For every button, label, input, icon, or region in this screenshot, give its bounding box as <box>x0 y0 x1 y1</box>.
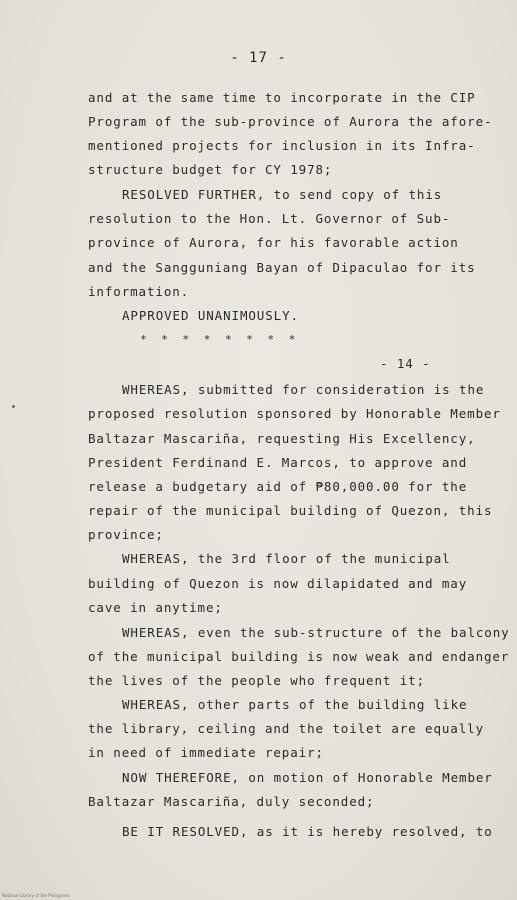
approval-line: APPROVED UNANIMOUSLY. <box>122 308 299 323</box>
text-line: BE IT RESOLVED, as it is hereby resolved, to <box>122 824 493 839</box>
text-line: Program of the sub-province of Aurora the afore- <box>88 114 493 129</box>
text-line: cave in anytime; <box>88 600 223 615</box>
text-line: WHEREAS, even the sub-structure of the balcony <box>122 625 510 640</box>
text-line: NOW THEREFORE, on motion of Honorable Member <box>122 770 493 785</box>
page-number: - 17 - <box>230 50 287 66</box>
text-line: building of Quezon is now dilapidated and may <box>88 576 468 591</box>
text-line: WHEREAS, the 3rd floor of the municipal <box>122 551 451 566</box>
text-line: and the Sangguniang Bayan of Dipaculao for its <box>88 260 476 275</box>
text-line: the lives of the people who frequent it; <box>88 673 426 688</box>
text-line: structure budget for CY 1978; <box>88 162 333 177</box>
text-line: province; <box>88 527 164 542</box>
text-line: President Ferdinand E. Marcos, to approve and <box>88 455 468 470</box>
text-line: release a budgetary aid of ₱80,000.00 for the <box>88 479 468 494</box>
text-line: mentioned projects for inclusion in its Infra- <box>88 138 476 153</box>
text-line: proposed resolution sponsored by Honorable Member <box>88 406 501 421</box>
text-line: resolution to the Hon. Lt. Governor of Sub- <box>88 211 451 226</box>
text-line: of the municipal building is now weak and endanger <box>88 649 510 664</box>
text-line: province of Aurora, for his favorable action <box>88 235 459 250</box>
text-line: WHEREAS, submitted for consideration is the <box>122 382 485 397</box>
scan-footer: National Library of the Philippines <box>2 893 70 898</box>
text-line: Baltazar Mascariña, duly seconded; <box>88 794 375 809</box>
text-line: Baltazar Mascariña, requesting His Excellency, <box>88 431 476 446</box>
text-line: in need of immediate repair; <box>88 745 324 760</box>
text-line: RESOLVED FURTHER, to send copy of this <box>122 187 443 202</box>
text-line: repair of the municipal building of Quezon, this <box>88 503 493 518</box>
text-line: WHEREAS, other parts of the building like <box>122 697 468 712</box>
item-number: - 14 - <box>380 356 431 371</box>
text-line: and at the same time to incorporate in the CIP <box>88 90 476 105</box>
text-line: the library, ceiling and the toilet are equally <box>88 721 485 736</box>
separator-stars: * * * * * * * * <box>140 333 300 346</box>
scan-speck <box>12 405 15 408</box>
text-line: information. <box>88 284 190 299</box>
